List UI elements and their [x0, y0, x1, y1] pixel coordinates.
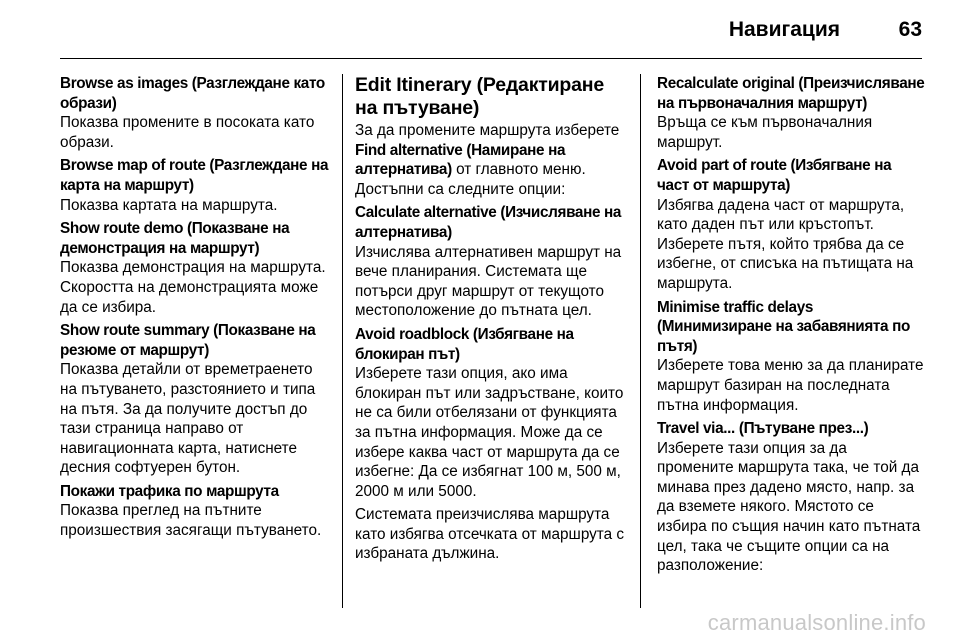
entry-text: Показва детайли от времетраенето на пътуването, разстоянието и типа на пътя. За да получите достъп до тази страница направо от навигационната карта, натиснете десния софтуерен бутон.: [60, 361, 316, 477]
menu-entry: [355, 203, 627, 321]
entry-heading: Show route summary (Показване на резюме от маршрут): [60, 322, 316, 359]
column-2: [355, 74, 627, 568]
intro-text: от главното меню. Достъпни са следните опции:: [355, 161, 586, 198]
menu-entry: [657, 74, 927, 152]
entry-heading: Browse as images (Разглеждане като образи): [60, 75, 325, 112]
entry-heading: Minimise traffic delays (Минимизиране на забавянията по пътя): [657, 298, 910, 355]
intro-paragraph: [355, 121, 627, 199]
menu-entry: [657, 156, 927, 293]
entry-text: Изчислява алтернативен маршрут на вече планирания. Системата ще потърси друг маршрут от текущото местоположение до пътната цел.: [355, 243, 622, 320]
entry-text: Показва промените в посоката като образи.: [60, 114, 315, 151]
entry-text: Показва преглед на пътните произшествия засягащи пътуването.: [60, 502, 322, 540]
entry-text: Изберете това меню за да планирате маршрут базиран на последната пътна информация.: [657, 357, 924, 414]
entry-text: Показва демонстрация на маршрута. Скоростта на демонстрацията може да се избира.: [60, 259, 326, 316]
menu-entry: [657, 298, 927, 416]
watermark: carmanualsonline.info: [707, 610, 926, 635]
menu-entry: [657, 419, 927, 576]
entry-heading: Calculate alternative (Изчисляване на алтернатива): [355, 204, 622, 241]
page-number: 63: [898, 18, 922, 41]
menu-entry: [60, 219, 330, 317]
menu-entry: [60, 156, 330, 215]
entry-heading: Avoid roadblock (Избягване на блокиран път): [355, 325, 574, 363]
column-divider: [342, 74, 343, 608]
entry-text: Избягва дадена част от маршрута, като даден път или кръстопът. Изберете пътя, който трябва да се избегне, от списъка на пътищата на маршрута.: [657, 196, 914, 292]
entry-heading: Browse map of route (Разглеждане на карта на маршрут): [60, 157, 329, 194]
column-3: [657, 74, 927, 580]
entry-heading: Покажи трафика по маршрута: [60, 482, 279, 500]
page-header: [60, 14, 922, 48]
header-rule: [60, 58, 922, 59]
menu-option-name: Find alternative (Намиране на алтернатива): [355, 141, 566, 179]
section-title: Edit Itinerary (Редактиране на пътуване): [355, 74, 604, 119]
entry-text: Изберете тази опция, ако има блокиран път или задръстване, които не са били отбелязани от функцията за пътна информация. Може да се избере каква част от маршрута да се избегне: Да се избягнат 100 м, 500 м, 2000 м или 5000.: [355, 365, 624, 500]
entry-text: Показва картата на маршрута.: [60, 196, 278, 214]
entry-heading: Recalculate original (Преизчисляване на първоначалния маршрут): [657, 75, 925, 112]
column-1: [60, 74, 330, 545]
entry-heading: Avoid part of route (Избягване на част от маршрута): [657, 157, 892, 194]
entry-text: Изберете тази опция за да промените маршрута така, че той да минава през дадено място, напр. за да вземете някого. Мястото се избира по същия начин като пътната цел, така че същите опции са на разположение:: [657, 439, 921, 575]
entry-heading: Show route demo (Показване на демонстрация на маршрут): [60, 220, 290, 257]
menu-entry: [60, 321, 330, 478]
column-divider: [640, 74, 641, 608]
entry-text: Връща се към първоначалния маршрут.: [657, 114, 873, 151]
menu-entry: [60, 74, 330, 152]
entry-heading: Travel via... (Пътуване през...): [657, 420, 869, 438]
closing-paragraph: Системата преизчислява маршрута като избягва отсечката от маршрута с избраната дължина.: [355, 506, 625, 563]
intro-text: За да промените маршрута изберете: [355, 122, 620, 139]
page-title: Навигация: [728, 18, 840, 41]
menu-entry: [355, 325, 627, 501]
menu-entry: [60, 482, 330, 541]
